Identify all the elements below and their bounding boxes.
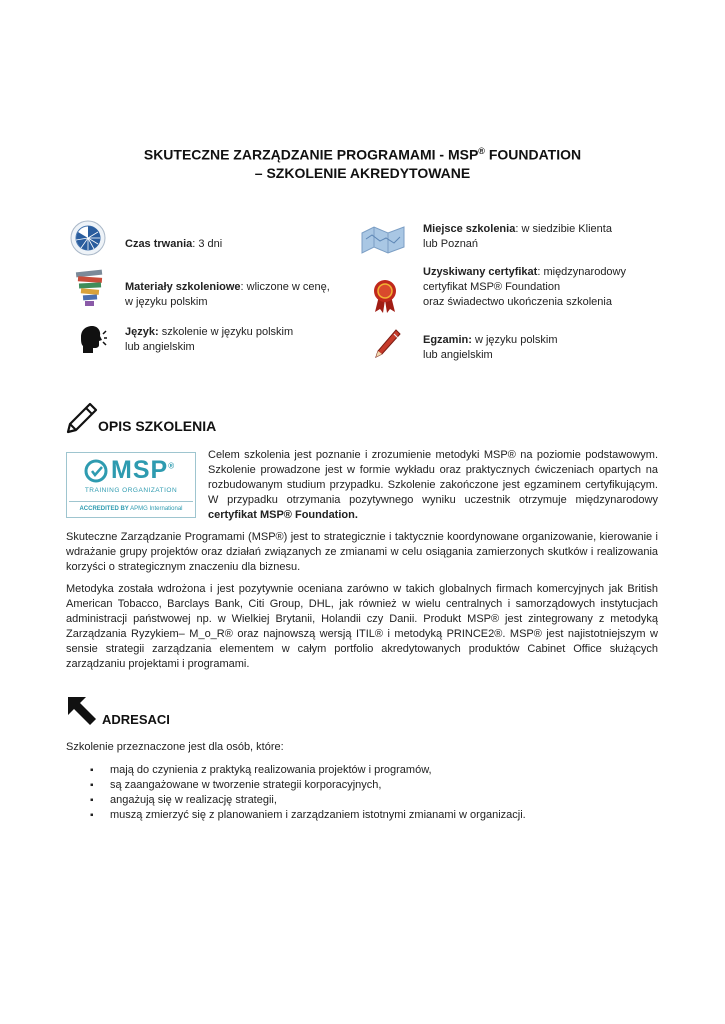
list-item: ▪ są zaangażowane w tworzenie strategii korporacyjnych, (90, 778, 526, 793)
list-item: ▪ muszą zmierzyć się z planowaniem i zarządzaniem istotnymi zmianami w organizacji. (90, 808, 526, 823)
msp-brand: MSP® (111, 456, 176, 484)
certificate-info: Uzyskiwany certyfikat: międzynarodowy certyfikat MSP® Foundation oraz świadectwo ukończenia szkolenia (423, 266, 626, 308)
description-paragraph-1: Skuteczne Zarządzanie Programami (MSP®) jest to strategicznie i taktycznie koordynowane organizowanie, kierowanie i wdrażanie grupy projektów oraz działań związanych ze zmianami w celu osiągania zamierzonych skutków i realizowania korzyści o strategicznym znaczeniu dla biznesu. (66, 531, 658, 573)
description-paragraph-2: Metodyka została wdrożona i jest pozytywnie oceniana zarówno w takich globalnych firmach komercyjnych jak British American Tobacco, Barclays Bank, Citi Group, DHL, jak również w wielu centralnych i samorządowych instytucjach administracji państwowej np. w Wielkiej Brytanii, Holandii czy Danii. Produkt MSP® jest zintegrowany z metodyką Zarządzania Ryzykiem– M_o_R® oraz najnowszą wersją ITIL® i metodyką PRINCE2®. MSP® jest najistotniejszym w sensie strategii zarządzania elementem w całym portfolio akredytowanych produktów Cabinet Office służących zarządzaniu projektami i programami. (66, 583, 658, 670)
clock-icon (70, 220, 106, 256)
list-item: ▪ mają do czynienia z praktyką realizowania projektów i programów, (90, 763, 526, 778)
materials-info: Materiały szkoleniowe: wliczone w cenę, w języku polskim (125, 281, 330, 308)
language-info: Język: szkolenie w języku polskim lub angielskim (125, 326, 294, 353)
pen-icon (372, 328, 402, 360)
audience-list (90, 763, 526, 823)
msp-sub: TRAINING ORGANIZATION (84, 487, 178, 494)
msp-accredited-bar: ACCREDITED BY APMG International (69, 501, 193, 516)
page-title: SKUTECZNE ZARZĄDZANIE PROGRAMAMI - MSP® FOUNDATION – SZKOLENIE AKREDYTOWANE (143, 146, 582, 181)
audience-heading: ADRESACI (102, 712, 170, 727)
description-heading: OPIS SZKOLENIA (98, 418, 217, 434)
arrow-up-left-icon (66, 695, 98, 727)
list-item: ▪ angażują się w realizację strategii, (90, 793, 526, 808)
books-icon (72, 269, 106, 309)
award-ribbon-icon (370, 278, 400, 314)
map-icon (360, 225, 406, 255)
speaking-head-icon (78, 325, 108, 355)
msp-training-logo (66, 452, 196, 518)
exam-info: Egzamin: w języku polskim lub angielskim (423, 334, 558, 361)
pencil-icon (66, 402, 98, 434)
location-info: Miejsce szkolenia: w siedzibie Klienta lub Poznań (423, 223, 612, 250)
duration-info: Czas trwania: 3 dni (125, 238, 223, 250)
audience-intro: Szkolenie przeznaczone jest dla osób, które: (66, 741, 284, 753)
description-intro: Celem szkolenia jest poznanie i zrozumienie metodyki MSP® na poziomie podstawowym. Szkolenie prowadzone jest w formie wykładu oraz praktycznych ćwiczeniach opartych na rozbudowanym studium przypadku. Szkolenie zakończone jest egzaminem certyfikującym. W przypadku otrzymania pozytywnego wyniku uczestnik otrzymuje międzynarodowy certyfikat MSP® Foundation. (208, 449, 658, 521)
